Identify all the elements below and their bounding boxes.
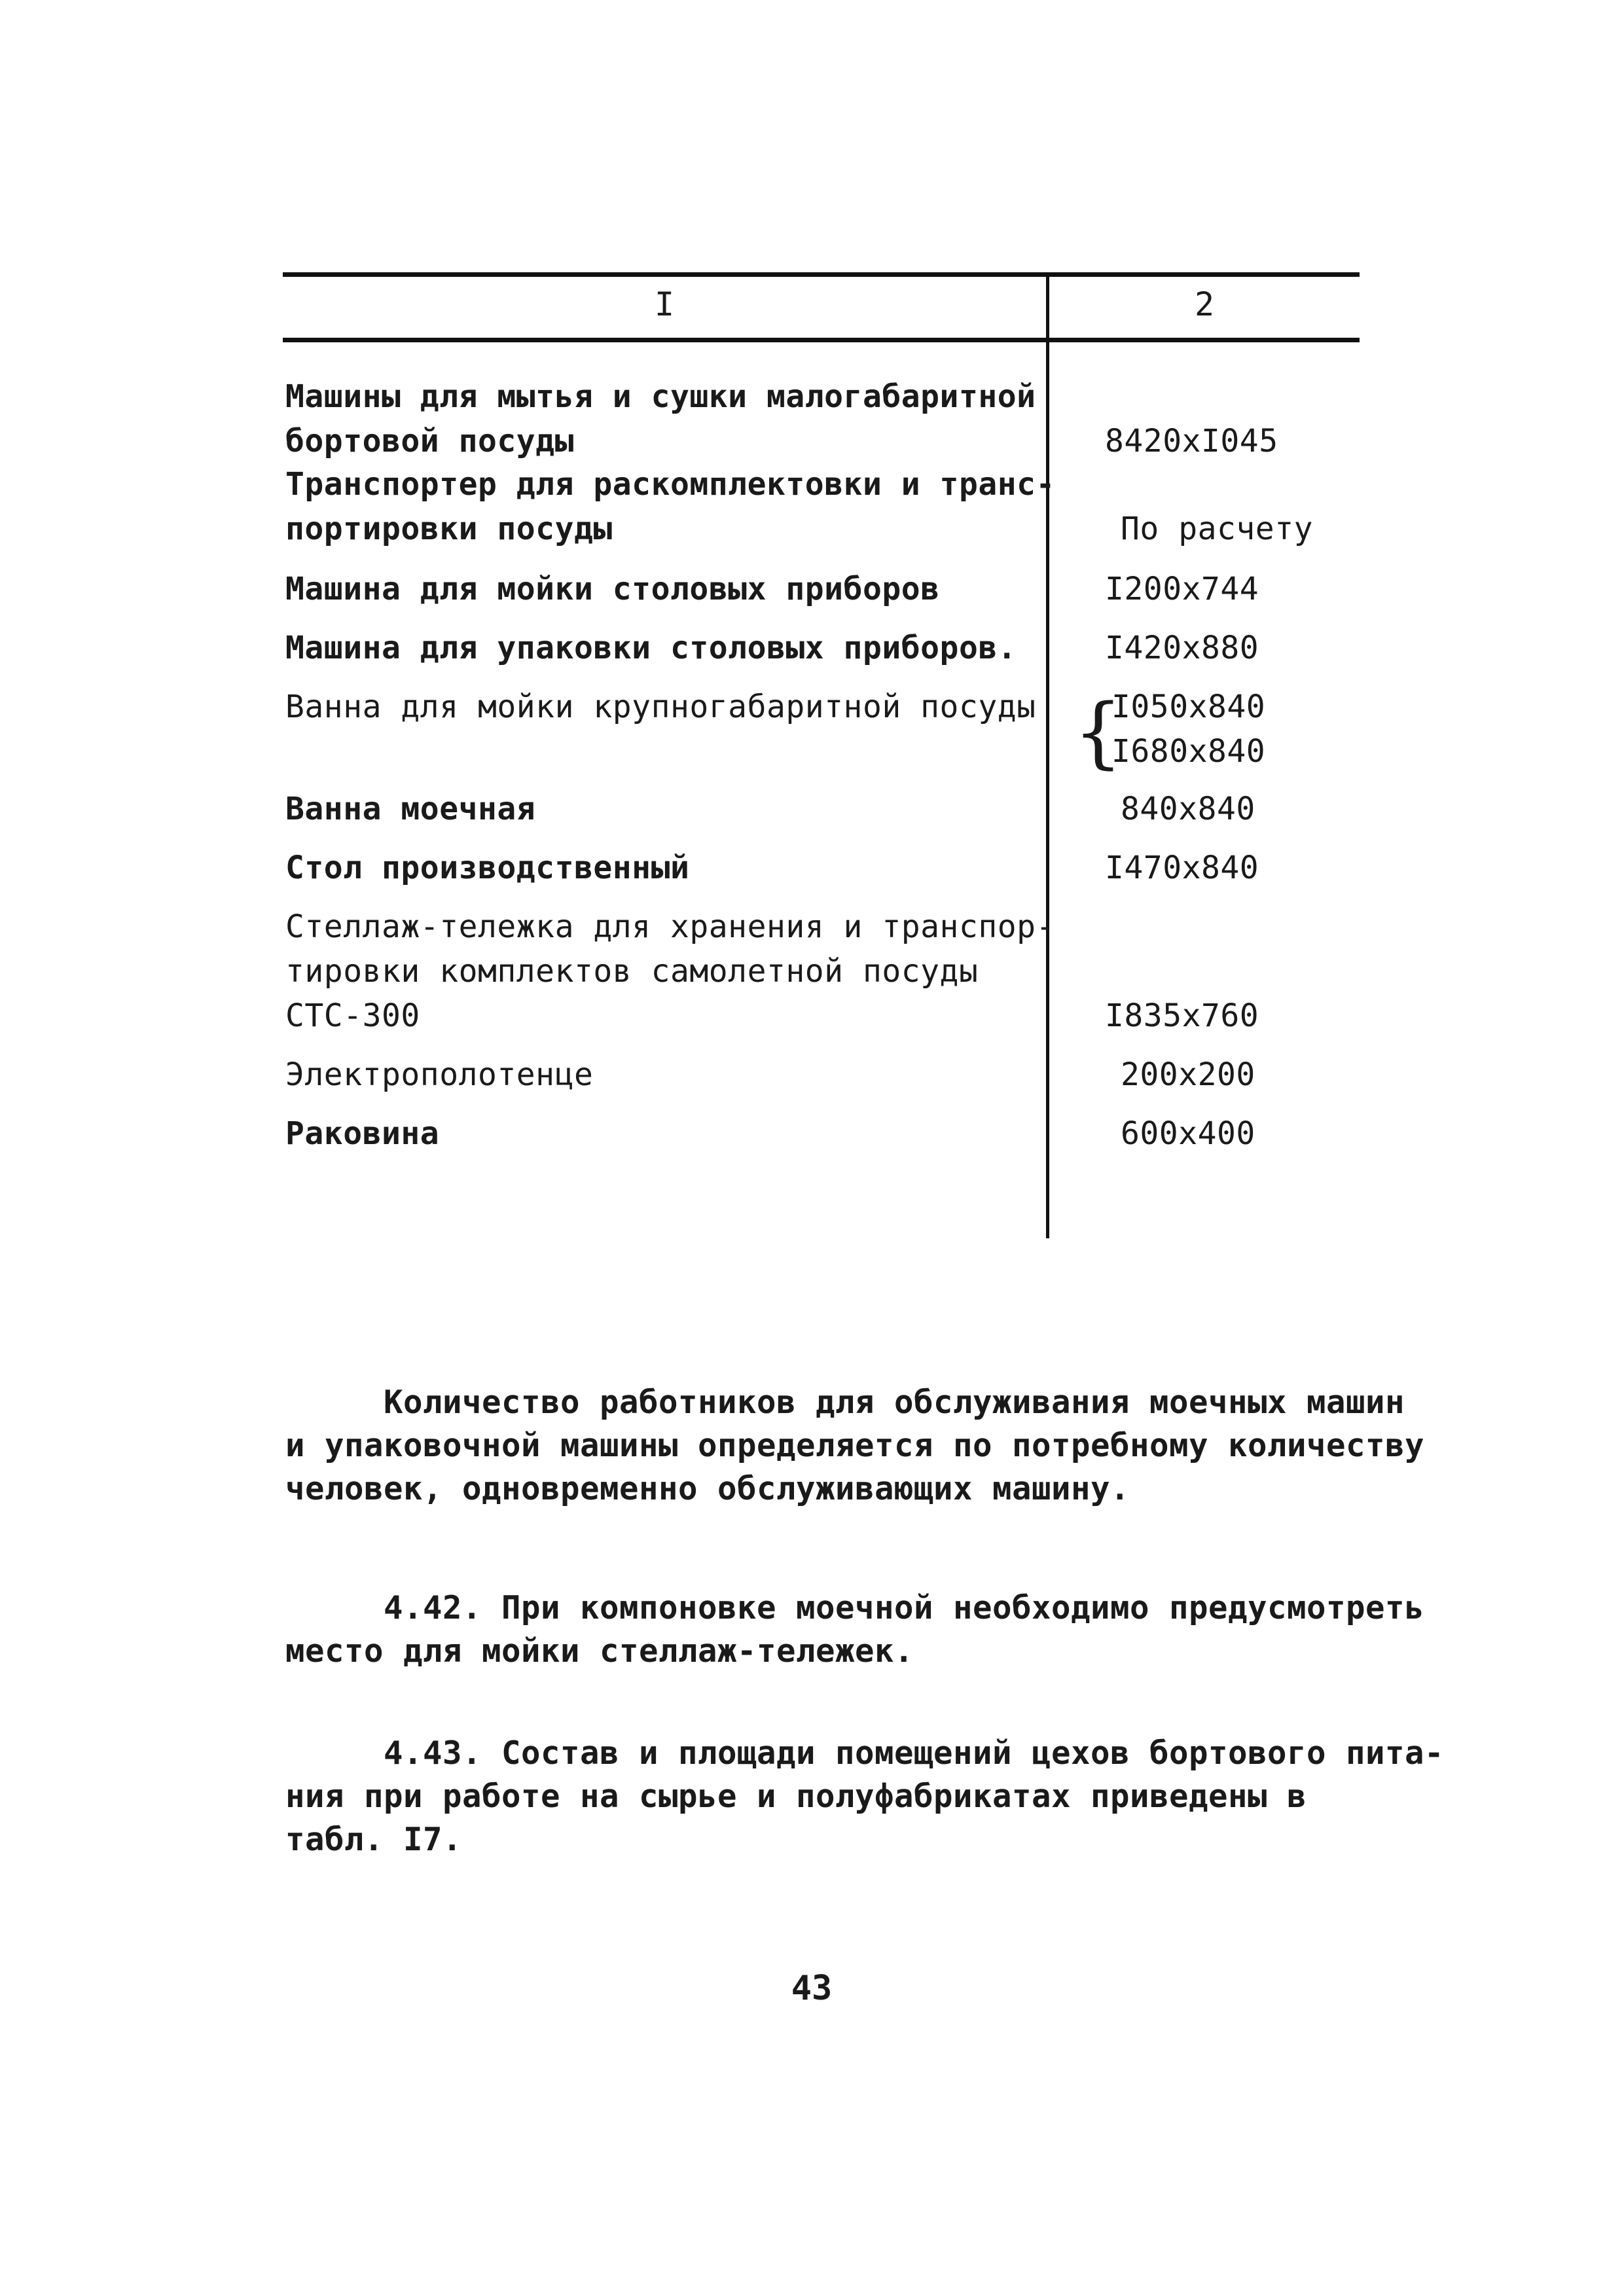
row-2-size: По расчету <box>1121 511 1313 547</box>
row-10-name: Раковина <box>285 1115 440 1152</box>
row-6-size: 840x840 <box>1121 791 1255 827</box>
row-3-name: Машина для мойки столовых приборов <box>285 571 940 607</box>
curly-brace-icon: { <box>1074 687 1123 777</box>
row-7-size: I470x840 <box>1105 850 1259 886</box>
paragraph-4-43: 4.43. Состав и площади помещений цехов бортового пита- ния при работе на сырье и полуфабрикатах приведены в табл. I7. <box>285 1734 1445 1858</box>
row-1-name: Машины для мытья и сушки малогабаритной бортовой посуды <box>285 378 1036 459</box>
paragraph-4-42: 4.42. При компоновке моечной необходимо предусмотреть место для мойки стеллаж-тележек. <box>285 1589 1425 1670</box>
row-7-name: Стол производственный <box>285 850 690 886</box>
table-column-divider <box>1046 274 1049 1238</box>
row-1-size: 8420xI045 <box>1105 423 1278 459</box>
row-5-size: I050x840 I680x840 <box>1111 689 1266 770</box>
table-header-rule <box>283 338 1360 342</box>
row-9-name: Электрополотенце <box>285 1056 594 1093</box>
row-3-size: I200x744 <box>1105 571 1259 607</box>
row-4-size: I420x880 <box>1105 630 1259 666</box>
row-4-name: Машина для упаковки столовых приборов. <box>285 630 1017 666</box>
page-number: 43 <box>791 1969 833 2008</box>
row-8-size: I835x760 <box>1105 997 1259 1034</box>
paragraph-workers: Количество работников для обслуживания моечных машин и упаковочной машины определяется по потребному количеству человек, одновременно обслуживающих машину. <box>285 1384 1425 1507</box>
row-2-name: Транспортер для раскомплектовки и транс- портировки посуды <box>285 466 1055 547</box>
row-6-name: Ванна моечная <box>285 791 536 827</box>
row-10-size: 600x400 <box>1121 1115 1255 1152</box>
row-5-name: Ванна для мойки крупногабаритной посуды <box>285 689 1036 725</box>
table-top-rule <box>283 272 1360 277</box>
table-header-col-1: I <box>654 285 675 323</box>
table-header-col-2: 2 <box>1194 285 1215 323</box>
row-9-size: 200x200 <box>1121 1056 1255 1093</box>
row-8-name: Стеллаж-тележка для хранения и транспор- тировки комплектов самолетной посуды СТС-300 <box>285 908 1055 1034</box>
